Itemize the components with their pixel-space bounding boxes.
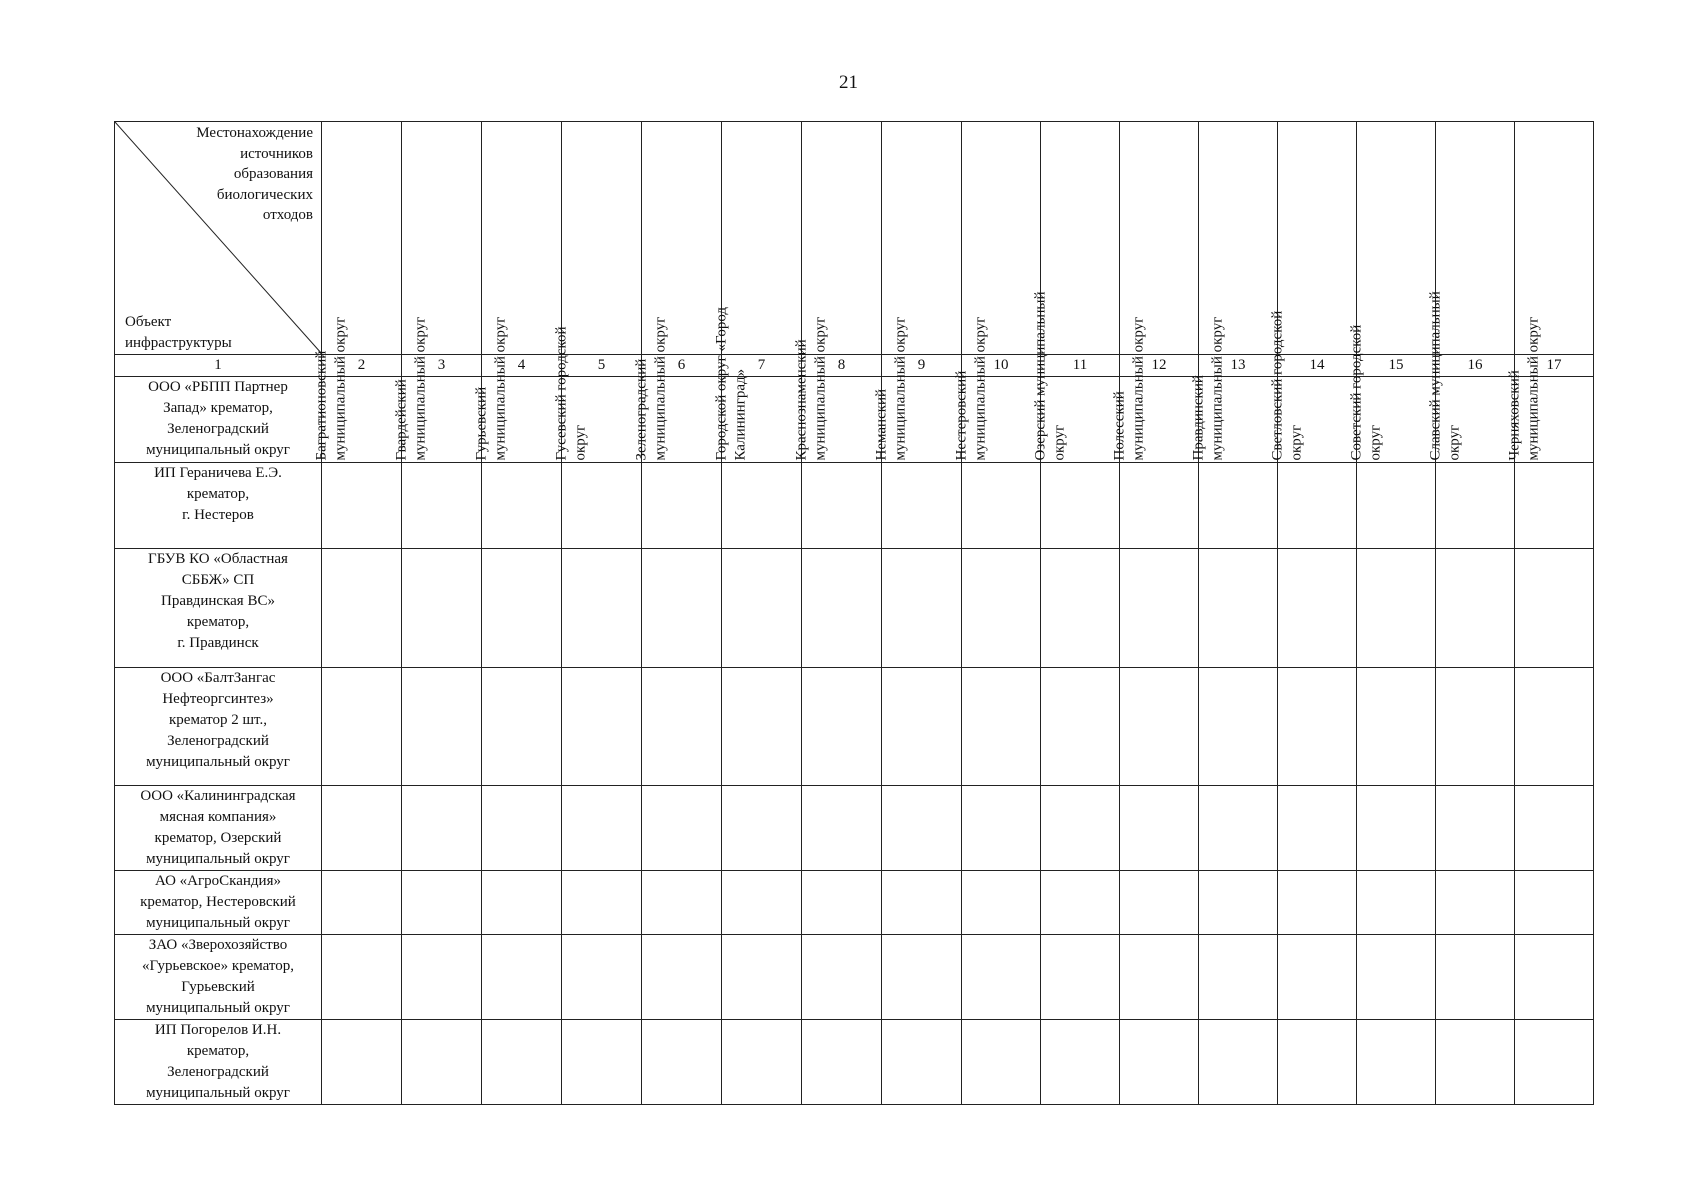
- column-header-label: Гурьевский муниципальный округ: [473, 316, 509, 461]
- column-number: 2: [322, 355, 402, 377]
- column-header-label: Гвардейский муниципальный округ: [393, 316, 429, 461]
- row-label: ИП Гераничева Е.Э. крематор, г. Нестеров: [115, 463, 322, 549]
- column-number: 15: [1357, 355, 1436, 377]
- column-header-label: Озерский муниципальный округ: [1032, 291, 1067, 461]
- row-label: ИП Погорелов И.Н. крематор, Зеленоградский муниципальный округ: [115, 1020, 322, 1105]
- column-number: 3: [402, 355, 482, 377]
- column-header-label: Черняховский муниципальный округ: [1506, 316, 1541, 461]
- row-label: ООО «Калининградская мясная компания» крематор, Озерский муниципальный округ: [115, 786, 322, 871]
- column-header-label: Правдинский муниципальный округ: [1190, 316, 1225, 461]
- column-number: 7: [722, 355, 802, 377]
- column-number: 10: [962, 355, 1041, 377]
- column-number: 17: [1515, 355, 1594, 377]
- header-row: [115, 122, 1594, 355]
- page-number: 21: [839, 72, 858, 93]
- table-row: [115, 668, 1594, 786]
- table-row: [115, 786, 1594, 871]
- column-number: 14: [1278, 355, 1357, 377]
- column-header-label: Багратионовский муниципальный округ: [313, 316, 349, 461]
- column-number: 9: [882, 355, 962, 377]
- column-number: 1: [115, 355, 322, 377]
- column-number: 11: [1041, 355, 1120, 377]
- column-header-label: Славский муниципальный округ: [1427, 291, 1462, 461]
- infrastructure-table: [114, 121, 1594, 1105]
- corner-object-label: Объект инфраструктуры: [125, 314, 232, 351]
- column-number: 13: [1199, 355, 1278, 377]
- table-row: [115, 463, 1594, 549]
- column-number: 16: [1436, 355, 1515, 377]
- column-number: 4: [482, 355, 562, 377]
- table-row: [115, 1020, 1594, 1105]
- column-header-label: Краснознаменский муниципальный округ: [793, 316, 829, 461]
- column-header-label: Неманский муниципальный округ: [873, 316, 909, 461]
- table-row: [115, 871, 1594, 935]
- column-header-label: Советский городской округ: [1348, 324, 1383, 461]
- column-number: 6: [642, 355, 722, 377]
- column-header-label: Полесский муниципальный округ: [1111, 316, 1146, 461]
- corner-cell: [115, 122, 322, 355]
- corner-source-label: Местонахождение источников образования биологических отходов: [196, 125, 313, 223]
- row-label: ГБУВ КО «Областная СББЖ» СП Правдинская ВС» крематор, г. Правдинск: [115, 549, 322, 668]
- row-label: АО «АгроСкандия» крематор, Нестеровский муниципальный округ: [115, 871, 322, 935]
- column-header-label: Гусевский городской округ: [553, 326, 589, 461]
- row-label: ЗАО «Зверохозяйство «Гурьевское» крематор, Гурьевский муниципальный округ: [115, 935, 322, 1020]
- table-row: [115, 935, 1594, 1020]
- column-number: 8: [802, 355, 882, 377]
- column-header-label: Зеленоградский муниципальный округ: [633, 316, 669, 461]
- column-header-label: Светловский городской округ: [1269, 310, 1304, 461]
- row-label: ООО «РБПП Партнер Запад» крематор, Зеленоградский муниципальный округ: [115, 377, 322, 463]
- column-number: 12: [1120, 355, 1199, 377]
- column-header-label: Городской округ «Город Калининград»: [713, 306, 749, 461]
- table-row: [115, 549, 1594, 668]
- column-number: 5: [562, 355, 642, 377]
- row-label: ООО «БалтЗангас Нефтеоргсинтез» крематор 2 шт., Зеленоградский муниципальный округ: [115, 668, 322, 786]
- column-header-label: Нестеровский муниципальный округ: [953, 316, 988, 461]
